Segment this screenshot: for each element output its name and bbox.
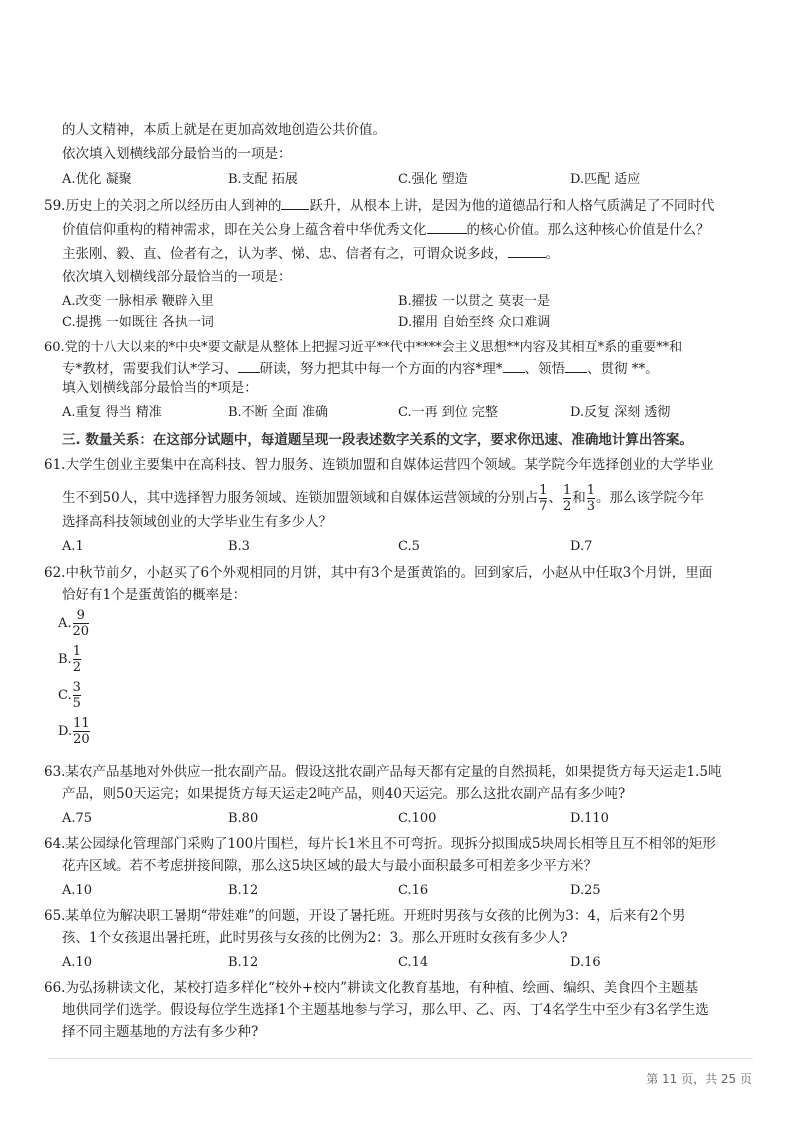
fraction: $\frac{1}{2}$ [72, 644, 81, 675]
q63-line1: 63.某农产品基地对外供应一批农副产品。假设这批农副产品每天都有定量的自然损耗，如果提货方每天运走1.5吨 [44, 764, 722, 780]
q58-option-a: A.优化 凝聚 [62, 172, 132, 187]
q63-option-a: A.75 [62, 811, 93, 826]
fraction: $\frac{9}{20}$ [72, 608, 90, 639]
q62-option-c: C. $\frac{3}{5}$ [58, 680, 81, 711]
answer-blank [281, 195, 309, 210]
q64-option-b: B.12 [228, 883, 259, 898]
fraction: $\frac{1}{7}$ [539, 483, 548, 514]
q62-line2: 恰好有1个是蛋黄馅的概率是： [62, 587, 247, 603]
q59-line1: 59.历史上的关羽之所以经历由人到神的 跃升，从根本上讲，是因为他的道德品行和人格气质满足了不同时代 [44, 195, 714, 216]
q59-line2: 价值信仰重构的精神需求，即在关公身上蕴含着中华优秀文化 的核心价值。那么这种核心价值是什么？ [62, 219, 710, 240]
q59-option-b: B.擢拔 一以贯之 莫衷一是 [398, 294, 550, 309]
q64-line1: 64.某公园绿化管理部门采购了100片围栏，每片长1米且不可弯折。现拆分拟围成5块周长相等且互不相邻的矩形 [44, 836, 716, 852]
answer-blank [427, 219, 467, 234]
q60-option-a: A.重复 得当 精准 [62, 405, 162, 420]
q58-option-c: C.强化 塑造 [398, 172, 468, 187]
q58-option-b: B.支配 拓展 [228, 172, 298, 187]
q62-line1: 62.中秋节前夕，小赵买了6个外观相同的月饼，其中有3个是蛋黄馅的。回到家后，小赵从中任取3个月饼，里面 [44, 565, 713, 581]
q64-option-d: D.25 [570, 883, 601, 898]
q59-option-a: A.改变 一脉相承 鞭辟入里 [62, 294, 214, 309]
fraction: $\frac{1}{2}$ [562, 483, 572, 514]
q59-line3: 主张刚、毅、直、俭者有之，认为孝、悌、忠、信者有之，可谓众说多歧， 。 [62, 243, 559, 264]
q58-line1: 的人文精神，本质上就是在更加高效地创造公共价值。 [62, 122, 386, 138]
q65-option-a: A.10 [62, 955, 93, 970]
q61-option-b: B.3 [228, 539, 250, 554]
q63-option-c: C.100 [398, 811, 437, 826]
q65-option-b: B.12 [228, 955, 259, 970]
q60-option-c: C.一再 到位 完整 [398, 405, 498, 420]
q58-prompt: 依次填入划横线部分最恰当的一项是： [62, 146, 292, 162]
fraction: $\frac{1}{3}$ [586, 483, 596, 514]
q60-line1: 60.党的十八大以来的*中央*要文献是从整体上把握习近平**代中****会主义思想**内容及其相互*系的重要**和 [44, 340, 683, 355]
q61-option-c: C.5 [398, 539, 420, 554]
footer-divider [48, 1058, 753, 1059]
q63-option-b: B.80 [228, 811, 259, 826]
q65-line1: 65.某单位为解决职工暑期“带娃难”的问题，开设了暑托班。开班时男孩与女孩的比例为3：4，后来有2个男 [44, 908, 686, 924]
q65-option-d: D.16 [570, 955, 601, 970]
q60-line2: 专*教材，需要我们认*学习、 研读，努力把其中每一个方面的内容*理* 、领悟 、贯彻 **。 [62, 358, 659, 379]
q66-line2: 地供同学们选学。假设每位学生选择1个主题基地参与学习，那么甲、乙、丙、丁4名学生中至少有3名学生选 [62, 1002, 709, 1018]
q64-option-c: C.16 [398, 883, 429, 898]
q60-prompt: 填入划横线部分最恰当的*项是： [62, 380, 258, 396]
fraction: $\frac{11}{20}$ [73, 716, 90, 747]
answer-blank [503, 358, 525, 373]
q65-option-c: C.14 [398, 955, 429, 970]
answer-blank [565, 358, 587, 373]
q64-line2: 花卉区域。若不考虑拼接间隙，那么这5块区域的最大与最小面积最多可相差多少平方米？ [62, 858, 598, 874]
q60-option-b: B.不断 全面 准确 [228, 405, 328, 420]
q58-option-d: D.匹配 适应 [570, 172, 641, 187]
q66-line1: 66.为弘扬耕读文化，某校打造多样化“校外+校内”耕读文化教育基地，有种植、绘画、编织、美食四个主题基 [44, 980, 699, 996]
fraction: $\frac{3}{5}$ [72, 680, 81, 711]
q61-option-d: D.7 [570, 539, 593, 554]
q66-line3: 择不同主题基地的方法有多少种? [62, 1024, 259, 1040]
q65-line2: 孩、1个女孩退出暑托班，此时男孩与女孩的比例为2：3。那么开班时女孩有多少人? [62, 930, 568, 946]
q61-line1: 61.大学生创业主要集中在高科技、智力服务、连锁加盟和自媒体运营四个领域。某学院今年选择创业的大学毕业 [44, 457, 714, 473]
q59-option-d: D.擢用 自始至终 众口难调 [398, 315, 551, 330]
q62-option-d: D. $\frac{11}{20}$ [58, 716, 90, 747]
q63-line2: 产品，则50天运完；如果提货方每天运走2吨产品，则40天运完。那么这批农副产品有多少吨? [62, 786, 626, 802]
q64-option-a: A.10 [62, 883, 93, 898]
q59-prompt: 依次填入划横线部分最恰当的一项是： [62, 269, 292, 285]
q59-option-c: C.提携 一如既往 各执一词 [62, 315, 214, 330]
q60-option-d: D.反复 深刻 透彻 [570, 405, 671, 420]
q61-line2: 生不到50人，其中选择智力服务领域、连锁加盟领域和自媒体运营领域的分别占 $\frac{1}{7}$ 、 $\frac{1}{2}$ 和 $\frac{1}{3}$ 。那么该学院今年 [62, 483, 705, 514]
q63-option-d: D.110 [570, 811, 609, 826]
q61-option-a: A.1 [62, 539, 84, 554]
answer-blank [508, 243, 546, 258]
q62-option-b: B. $\frac{1}{2}$ [58, 644, 81, 675]
page-number: 第 11 页，共 25 页 [646, 1072, 752, 1086]
q62-option-a: A. $\frac{9}{20}$ [58, 608, 90, 639]
answer-blank [238, 358, 260, 373]
q61-line3: 选择高科技领域创业的大学毕业生有多少人？ [62, 514, 332, 530]
section-heading: 三. 数量关系：在这部分试题中，每道题呈现一段表述数字关系的文字，要求你迅速、准确地计算出答案。 [62, 432, 693, 448]
